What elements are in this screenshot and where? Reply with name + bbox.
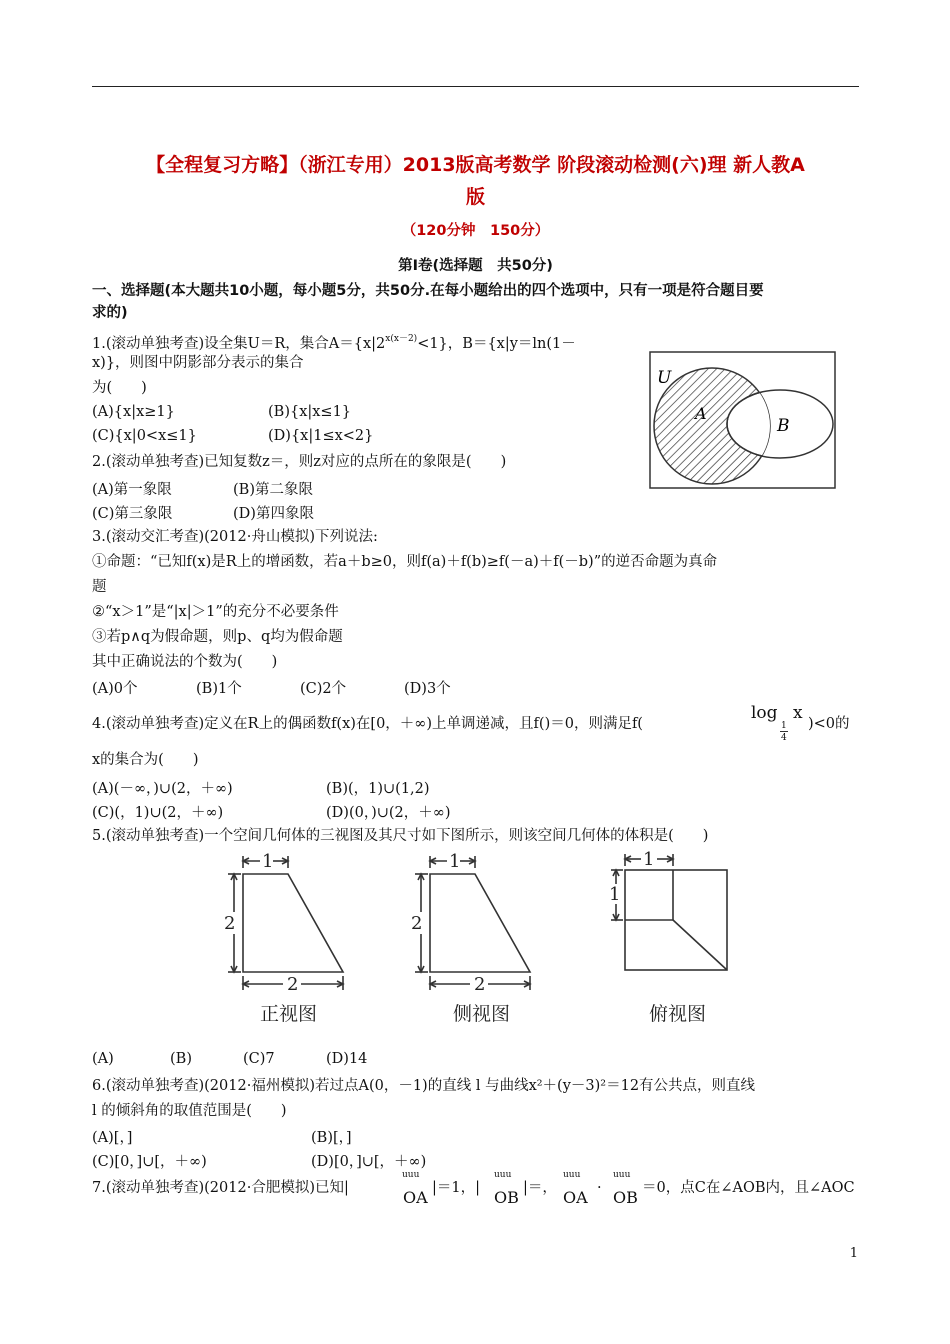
q6-stem-line1: 6.(滚动单独考查)(2012·福州模拟)若过点A(0，－1)的直线 l 与曲线x²＋(y－3)²＝12有公共点，则直线 [92, 1078, 756, 1094]
front-dim-left: 2 [224, 913, 236, 934]
q2-option-d: (D)第四象限 [233, 506, 314, 522]
q4-stem-b: )<0的 [808, 716, 850, 732]
log-arg: x [793, 703, 803, 723]
q4-option-d: (D)(0，)∪(2，＋∞) [326, 805, 451, 821]
q7-text-2: |＝1，| [432, 1180, 480, 1196]
venn-diagram [649, 351, 836, 489]
front-dim-top: 1 [262, 851, 274, 872]
q7-arrow-oa: uuu [402, 1170, 420, 1180]
q3-item1: ①命题：“已知f(x)是R上的增函数，若a＋b≥0，则f(a)＋f(b)≥f(－a)＋f(－b)”的逆否命题为真命 [92, 554, 718, 570]
q2-stem: 2.(滚动单独考查)已知复数z＝，则z对应的点所在的象限是( ) [92, 454, 507, 470]
q6-stem-line2: l 的倾斜角的取值范围是( ) [92, 1103, 287, 1119]
q5-option-b: (B) [170, 1051, 192, 1067]
q7-text-3: |＝， [523, 1180, 557, 1196]
side-view-label: 侧视图 [453, 1003, 511, 1025]
q1-option-d: (D){x|1≤x<2} [268, 428, 374, 444]
q4-option-b: (B)(，1)∪(1,2) [326, 781, 430, 797]
log-word: log [751, 703, 778, 723]
q4-option-c: (C)(，1)∪(2，＋∞) [92, 805, 224, 821]
q4-option-a: (A)(－∞，)∪(2，＋∞) [92, 781, 233, 797]
q7-vector-oa: OA [403, 1188, 428, 1207]
q3-item1-cont: 题 [92, 579, 107, 595]
doc-title-line2: 版 [465, 186, 485, 208]
q5-option-c: (C)7 [243, 1051, 275, 1067]
front-view-shape [243, 874, 343, 972]
q4-log-expression [751, 703, 803, 743]
q7-arrow-oa2: uuu [563, 1170, 581, 1180]
q5-stem: 5.(滚动单独考查)一个空间几何体的三视图及其尺寸如下图所示，则该空间几何体的体积是( ) [92, 828, 709, 844]
q6-option-c: (C)[0，]∪[，＋∞) [92, 1154, 207, 1170]
q2-option-b: (B)第二象限 [233, 482, 313, 498]
q7-vector-oa2: OA [563, 1188, 588, 1207]
q4-stem-line2: x的集合为( ) [92, 752, 199, 768]
q5-option-d: (D)14 [326, 1051, 368, 1067]
front-dim-bottom: 2 [287, 974, 299, 995]
instruction-line1: 一、选择题(本大题共10小题，每小题5分，共50分.在每小题给出的四个选项中，只有一项是符合题目要 [92, 283, 764, 299]
q7-text-1: 7.(滚动单独考查)(2012·合肥模拟)已知| [92, 1180, 349, 1196]
venn-label-b: B [777, 416, 790, 436]
top-dim-left: 1 [609, 884, 621, 905]
side-dim-top: 1 [449, 851, 461, 872]
front-view-label: 正视图 [260, 1003, 318, 1025]
venn-label-u: U [657, 368, 672, 388]
q1-option-b: (B){x|x≤1} [268, 404, 352, 420]
three-views-figure [213, 850, 753, 1030]
side-dim-bottom: 2 [474, 974, 486, 995]
q2-option-c: (C)第三象限 [92, 506, 173, 522]
venn-label-a: A [695, 404, 707, 423]
q6-option-d: (D)[0，]∪[，＋∞) [311, 1154, 427, 1170]
header-rule [92, 86, 859, 87]
q1-option-c: (C){x|0<x≤1} [92, 428, 197, 444]
q7-dot: · [597, 1180, 602, 1196]
q1-line3: 为( ) [92, 380, 147, 396]
q6-option-b: (B)[，] [311, 1130, 352, 1146]
q3-option-d: (D)3个 [404, 681, 451, 697]
side-view-shape [430, 874, 530, 972]
q1-line1: 1.(滚动单独考查)设全集U＝R，集合$A=\{x|2^{x(x-2)}<1\}$，B＝{x|y＝ln(1－ [92, 334, 576, 352]
q6-option-a: (A)[，] [92, 1130, 133, 1146]
q3-stem: 3.(滚动交汇考查)(2012·舟山模拟)下列说法: [92, 529, 378, 545]
q4-stem-a: 4.(滚动单独考查)定义在R上的偶函数f(x)在[0，＋∞)上单调递减，且f()＝0，则满足f( [92, 716, 643, 732]
q3-ask: 其中正确说法的个数为( ) [92, 654, 278, 670]
time-score: （120分钟 150分） [401, 223, 550, 239]
top-dim-top: 1 [643, 850, 655, 870]
q7-arrow-ob: uuu [494, 1170, 512, 1180]
q3-item2: ②“x＞1”是“|x|＞1”的充分不必要条件 [92, 604, 339, 620]
q3-item3: ③若p∧q为假命题，则p、q均为假命题 [92, 629, 343, 645]
q3-option-a: (A)0个 [92, 681, 138, 697]
q3-option-c: (C)2个 [300, 681, 347, 697]
q3-option-b: (B)1个 [196, 681, 242, 697]
page-number: 1 [849, 1246, 858, 1261]
volume-heading: 第Ⅰ卷(选择题 共50分) [398, 258, 553, 274]
q2-option-a: (A)第一象限 [92, 482, 172, 498]
side-dim-left: 2 [411, 913, 423, 934]
instruction-line2: 求的) [92, 305, 128, 321]
q1-option-a: (A){x|x≥1} [92, 404, 175, 420]
q7-text-4: ＝0，点C在∠AOB内，且∠AOC [642, 1180, 855, 1196]
q7-vector-ob2: OB [613, 1188, 638, 1207]
q5-option-a: (A) [92, 1051, 114, 1067]
top-view-label: 俯视图 [649, 1003, 707, 1025]
doc-title-line1: 【全程复习方略】（浙江专用）2013版高考数学 阶段滚动检测(六)理 新人教A [146, 154, 805, 176]
q1-line2: x)}，则图中阴影部分表示的集合 [92, 355, 304, 371]
q7-vector-ob: OB [494, 1188, 519, 1207]
log-base-num: 1 [781, 721, 787, 731]
log-base-den: 4 [781, 733, 787, 743]
q7-arrow-ob2: uuu [613, 1170, 631, 1180]
